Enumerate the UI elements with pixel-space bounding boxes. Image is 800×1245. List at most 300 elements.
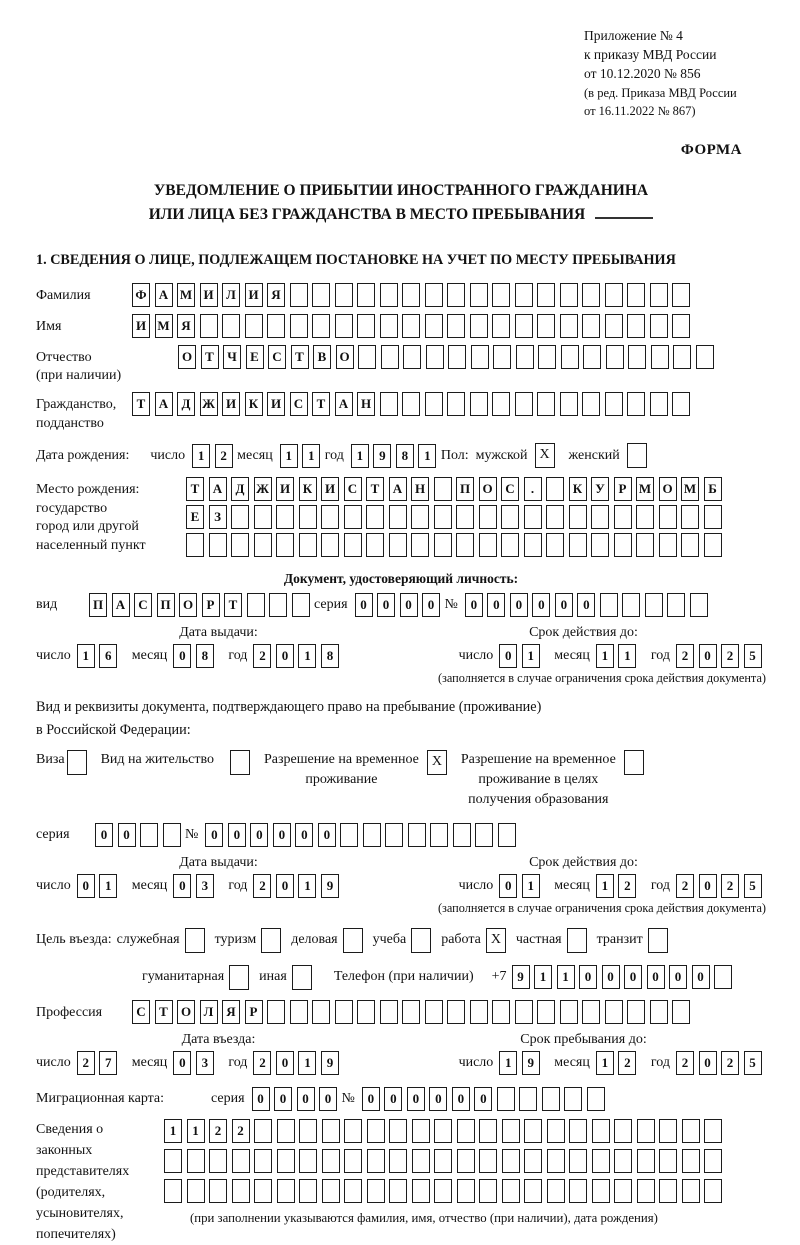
char-box[interactable]: Т <box>224 593 242 617</box>
char-box[interactable] <box>561 345 579 369</box>
purpose-private-checkbox[interactable] <box>567 928 587 953</box>
char-box[interactable] <box>186 533 204 557</box>
char-box[interactable] <box>538 345 556 369</box>
char-box[interactable] <box>434 1149 452 1173</box>
char-box[interactable] <box>292 593 310 617</box>
char-box[interactable]: 1 <box>522 644 540 668</box>
char-box[interactable] <box>335 314 353 338</box>
char-box[interactable]: 0 <box>474 1087 492 1111</box>
char-box[interactable]: А <box>335 392 353 416</box>
char-box[interactable]: 3 <box>196 1051 214 1075</box>
char-box[interactable] <box>515 392 533 416</box>
char-box[interactable]: 1 <box>280 444 298 468</box>
char-box[interactable] <box>627 392 645 416</box>
char-box[interactable] <box>389 1149 407 1173</box>
char-box[interactable]: 8 <box>396 444 414 468</box>
char-box[interactable]: Н <box>357 392 375 416</box>
char-box[interactable] <box>516 345 534 369</box>
char-box[interactable]: З <box>209 505 227 529</box>
char-box[interactable]: 6 <box>99 644 117 668</box>
char-box[interactable] <box>569 533 587 557</box>
char-box[interactable] <box>290 314 308 338</box>
char-box[interactable] <box>299 533 317 557</box>
char-box[interactable] <box>425 283 443 307</box>
char-box[interactable] <box>672 392 690 416</box>
char-box[interactable]: Р <box>614 477 632 501</box>
char-box[interactable] <box>344 1119 362 1143</box>
char-box[interactable]: М <box>681 477 699 501</box>
char-box[interactable]: П <box>456 477 474 501</box>
char-box[interactable]: 3 <box>196 874 214 898</box>
char-box[interactable] <box>187 1149 205 1173</box>
char-box[interactable] <box>163 823 181 847</box>
char-box[interactable]: О <box>479 477 497 501</box>
visa-checkbox[interactable] <box>67 750 87 775</box>
char-box[interactable] <box>430 823 448 847</box>
char-box[interactable]: 0 <box>422 593 440 617</box>
char-box[interactable] <box>267 314 285 338</box>
char-box[interactable] <box>492 314 510 338</box>
char-box[interactable]: 2 <box>676 644 694 668</box>
char-box[interactable] <box>254 533 272 557</box>
char-box[interactable] <box>340 823 358 847</box>
char-box[interactable] <box>453 823 471 847</box>
char-box[interactable] <box>637 1179 655 1203</box>
char-box[interactable] <box>560 283 578 307</box>
char-box[interactable] <box>335 1000 353 1024</box>
char-box[interactable]: 0 <box>579 965 597 989</box>
char-box[interactable] <box>627 283 645 307</box>
char-box[interactable]: 0 <box>295 823 313 847</box>
char-box[interactable] <box>501 533 519 557</box>
char-box[interactable]: И <box>200 283 218 307</box>
char-box[interactable] <box>498 823 516 847</box>
char-box[interactable] <box>276 505 294 529</box>
char-box[interactable]: 0 <box>77 874 95 898</box>
char-box[interactable]: Л <box>222 283 240 307</box>
char-box[interactable]: 0 <box>276 1051 294 1075</box>
char-box[interactable] <box>357 314 375 338</box>
char-box[interactable]: 2 <box>253 644 271 668</box>
char-box[interactable]: 0 <box>173 644 191 668</box>
char-box[interactable] <box>614 505 632 529</box>
char-box[interactable]: 0 <box>362 1087 380 1111</box>
char-box[interactable]: 1 <box>499 1051 517 1075</box>
char-box[interactable] <box>434 1119 452 1143</box>
char-box[interactable] <box>587 1087 605 1111</box>
char-box[interactable] <box>164 1149 182 1173</box>
char-box[interactable] <box>564 1087 582 1111</box>
char-box[interactable] <box>582 314 600 338</box>
char-box[interactable]: И <box>267 392 285 416</box>
char-box[interactable]: 0 <box>318 823 336 847</box>
char-box[interactable] <box>651 345 669 369</box>
char-box[interactable] <box>502 1179 520 1203</box>
char-box[interactable] <box>380 1000 398 1024</box>
char-box[interactable]: 1 <box>99 874 117 898</box>
char-box[interactable]: 0 <box>276 644 294 668</box>
char-box[interactable] <box>682 1149 700 1173</box>
char-box[interactable]: 0 <box>487 593 505 617</box>
char-box[interactable]: 0 <box>699 1051 717 1075</box>
char-box[interactable]: О <box>659 477 677 501</box>
char-box[interactable] <box>290 1000 308 1024</box>
char-box[interactable]: Е <box>246 345 264 369</box>
char-box[interactable]: Т <box>366 477 384 501</box>
char-box[interactable] <box>344 1149 362 1173</box>
char-box[interactable]: 0 <box>429 1087 447 1111</box>
char-box[interactable]: Ф <box>132 283 150 307</box>
char-box[interactable]: И <box>245 283 263 307</box>
char-box[interactable] <box>502 1119 520 1143</box>
char-box[interactable] <box>277 1149 295 1173</box>
char-box[interactable]: 0 <box>384 1087 402 1111</box>
char-box[interactable] <box>276 533 294 557</box>
char-box[interactable] <box>187 1179 205 1203</box>
char-box[interactable] <box>667 593 685 617</box>
char-box[interactable] <box>591 505 609 529</box>
char-box[interactable] <box>537 1000 555 1024</box>
char-box[interactable]: 0 <box>173 1051 191 1075</box>
char-box[interactable] <box>411 533 429 557</box>
char-box[interactable]: 2 <box>721 1051 739 1075</box>
char-box[interactable] <box>492 392 510 416</box>
char-box[interactable]: 2 <box>253 1051 271 1075</box>
char-box[interactable] <box>277 1179 295 1203</box>
char-box[interactable] <box>470 283 488 307</box>
char-box[interactable] <box>627 1000 645 1024</box>
char-box[interactable] <box>628 345 646 369</box>
char-box[interactable]: Ж <box>200 392 218 416</box>
char-box[interactable] <box>704 533 722 557</box>
char-box[interactable]: И <box>132 314 150 338</box>
char-box[interactable] <box>367 1119 385 1143</box>
char-box[interactable]: 1 <box>298 644 316 668</box>
char-box[interactable] <box>425 392 443 416</box>
char-box[interactable] <box>714 965 732 989</box>
char-box[interactable] <box>412 1119 430 1143</box>
char-box[interactable] <box>681 505 699 529</box>
char-box[interactable]: 2 <box>618 1051 636 1075</box>
char-box[interactable] <box>408 823 426 847</box>
char-box[interactable]: Т <box>186 477 204 501</box>
char-box[interactable]: 2 <box>721 874 739 898</box>
char-box[interactable] <box>614 1119 632 1143</box>
char-box[interactable]: 0 <box>465 593 483 617</box>
char-box[interactable]: 9 <box>512 965 530 989</box>
char-box[interactable]: 0 <box>95 823 113 847</box>
char-box[interactable] <box>426 345 444 369</box>
char-box[interactable]: С <box>268 345 286 369</box>
char-box[interactable]: Н <box>411 477 429 501</box>
char-box[interactable]: И <box>276 477 294 501</box>
char-box[interactable] <box>637 1149 655 1173</box>
char-box[interactable] <box>515 1000 533 1024</box>
char-box[interactable] <box>312 1000 330 1024</box>
char-box[interactable]: А <box>155 392 173 416</box>
char-box[interactable] <box>704 1179 722 1203</box>
char-box[interactable] <box>592 1179 610 1203</box>
char-box[interactable] <box>704 505 722 529</box>
char-box[interactable]: Т <box>201 345 219 369</box>
char-box[interactable] <box>367 1179 385 1203</box>
char-box[interactable] <box>389 505 407 529</box>
char-box[interactable]: 1 <box>192 444 210 468</box>
char-box[interactable] <box>524 533 542 557</box>
char-box[interactable] <box>290 283 308 307</box>
char-box[interactable]: 0 <box>273 823 291 847</box>
char-box[interactable]: С <box>344 477 362 501</box>
char-box[interactable] <box>546 477 564 501</box>
char-box[interactable] <box>357 1000 375 1024</box>
char-box[interactable] <box>479 1149 497 1173</box>
char-box[interactable] <box>322 1179 340 1203</box>
char-box[interactable] <box>627 314 645 338</box>
char-box[interactable] <box>335 283 353 307</box>
purpose-business-checkbox[interactable] <box>185 928 205 953</box>
char-box[interactable]: 0 <box>228 823 246 847</box>
char-box[interactable] <box>547 1149 565 1173</box>
char-box[interactable] <box>479 1119 497 1143</box>
char-box[interactable]: 0 <box>250 823 268 847</box>
char-box[interactable] <box>569 1119 587 1143</box>
char-box[interactable] <box>267 1000 285 1024</box>
char-box[interactable] <box>434 1179 452 1203</box>
char-box[interactable] <box>560 314 578 338</box>
char-box[interactable]: 0 <box>319 1087 337 1111</box>
char-box[interactable] <box>299 1179 317 1203</box>
char-box[interactable] <box>582 392 600 416</box>
purpose-study-checkbox[interactable] <box>411 928 431 953</box>
temp-residence-edu-checkbox[interactable] <box>624 750 644 775</box>
char-box[interactable]: 0 <box>699 644 717 668</box>
char-box[interactable]: Б <box>704 477 722 501</box>
char-box[interactable] <box>605 392 623 416</box>
char-box[interactable] <box>524 1149 542 1173</box>
char-box[interactable] <box>457 1179 475 1203</box>
char-box[interactable] <box>605 314 623 338</box>
char-box[interactable] <box>209 1179 227 1203</box>
char-box[interactable] <box>322 1119 340 1143</box>
char-box[interactable]: Е <box>186 505 204 529</box>
char-box[interactable] <box>434 477 452 501</box>
char-box[interactable]: 1 <box>187 1119 205 1143</box>
char-box[interactable] <box>299 505 317 529</box>
char-box[interactable] <box>637 1119 655 1143</box>
char-box[interactable] <box>659 1179 677 1203</box>
char-box[interactable] <box>470 392 488 416</box>
char-box[interactable]: 0 <box>602 965 620 989</box>
char-box[interactable] <box>456 533 474 557</box>
char-box[interactable]: 2 <box>209 1119 227 1143</box>
char-box[interactable] <box>344 505 362 529</box>
char-box[interactable] <box>200 314 218 338</box>
char-box[interactable]: 1 <box>351 444 369 468</box>
purpose-transit-checkbox[interactable] <box>648 928 668 953</box>
char-box[interactable] <box>321 533 339 557</box>
char-box[interactable] <box>471 345 489 369</box>
char-box[interactable]: А <box>112 593 130 617</box>
char-box[interactable] <box>560 1000 578 1024</box>
purpose-humanitarian-checkbox[interactable] <box>229 965 249 990</box>
char-box[interactable] <box>232 1149 250 1173</box>
char-box[interactable] <box>402 283 420 307</box>
char-box[interactable] <box>344 1179 362 1203</box>
char-box[interactable]: У <box>591 477 609 501</box>
char-box[interactable] <box>434 505 452 529</box>
char-box[interactable]: 2 <box>676 1051 694 1075</box>
char-box[interactable]: 1 <box>557 965 575 989</box>
char-box[interactable] <box>479 505 497 529</box>
char-box[interactable] <box>402 1000 420 1024</box>
char-box[interactable] <box>515 283 533 307</box>
char-box[interactable] <box>650 314 668 338</box>
char-box[interactable]: Я <box>177 314 195 338</box>
char-box[interactable]: Т <box>132 392 150 416</box>
char-box[interactable] <box>492 1000 510 1024</box>
char-box[interactable] <box>537 392 555 416</box>
char-box[interactable] <box>614 1149 632 1173</box>
char-box[interactable] <box>704 1149 722 1173</box>
char-box[interactable] <box>389 1119 407 1143</box>
char-box[interactable] <box>696 345 714 369</box>
char-box[interactable] <box>547 1119 565 1143</box>
char-box[interactable] <box>614 533 632 557</box>
residence-permit-checkbox[interactable] <box>230 750 250 775</box>
char-box[interactable] <box>380 314 398 338</box>
char-box[interactable] <box>673 345 691 369</box>
char-box[interactable] <box>344 533 362 557</box>
char-box[interactable]: 8 <box>196 644 214 668</box>
char-box[interactable]: П <box>89 593 107 617</box>
char-box[interactable]: 0 <box>355 593 373 617</box>
char-box[interactable] <box>681 533 699 557</box>
char-box[interactable] <box>479 1179 497 1203</box>
char-box[interactable]: Ч <box>223 345 241 369</box>
char-box[interactable]: 0 <box>274 1087 292 1111</box>
char-box[interactable]: 0 <box>407 1087 425 1111</box>
char-box[interactable]: 2 <box>232 1119 250 1143</box>
char-box[interactable]: 1 <box>534 965 552 989</box>
char-box[interactable] <box>366 505 384 529</box>
char-box[interactable]: С <box>132 1000 150 1024</box>
char-box[interactable] <box>322 1149 340 1173</box>
char-box[interactable]: К <box>299 477 317 501</box>
char-box[interactable] <box>140 823 158 847</box>
char-box[interactable] <box>672 1000 690 1024</box>
char-box[interactable] <box>232 1179 250 1203</box>
char-box[interactable] <box>402 314 420 338</box>
char-box[interactable] <box>363 823 381 847</box>
purpose-work-checkbox[interactable]: X <box>486 928 506 953</box>
char-box[interactable]: 1 <box>164 1119 182 1143</box>
char-box[interactable]: 0 <box>118 823 136 847</box>
char-box[interactable]: С <box>134 593 152 617</box>
char-box[interactable] <box>222 314 240 338</box>
char-box[interactable] <box>659 533 677 557</box>
char-box[interactable]: Д <box>177 392 195 416</box>
char-box[interactable] <box>231 533 249 557</box>
char-box[interactable]: 0 <box>173 874 191 898</box>
char-box[interactable] <box>560 392 578 416</box>
char-box[interactable]: С <box>501 477 519 501</box>
char-box[interactable] <box>254 1149 272 1173</box>
char-box[interactable]: М <box>155 314 173 338</box>
char-box[interactable]: 1 <box>596 644 614 668</box>
char-box[interactable]: 0 <box>699 874 717 898</box>
char-box[interactable]: 5 <box>744 874 762 898</box>
char-box[interactable] <box>412 1149 430 1173</box>
char-box[interactable]: 2 <box>253 874 271 898</box>
char-box[interactable]: Т <box>291 345 309 369</box>
char-box[interactable] <box>366 533 384 557</box>
char-box[interactable]: М <box>636 477 654 501</box>
char-box[interactable] <box>254 1119 272 1143</box>
char-box[interactable]: 1 <box>298 874 316 898</box>
char-box[interactable]: 0 <box>510 593 528 617</box>
char-box[interactable] <box>524 505 542 529</box>
char-box[interactable] <box>254 1179 272 1203</box>
char-box[interactable] <box>600 593 618 617</box>
char-box[interactable] <box>402 392 420 416</box>
char-box[interactable] <box>542 1087 560 1111</box>
char-box[interactable] <box>704 1119 722 1143</box>
char-box[interactable] <box>524 1179 542 1203</box>
char-box[interactable]: Я <box>267 283 285 307</box>
char-box[interactable] <box>412 1179 430 1203</box>
char-box[interactable] <box>682 1179 700 1203</box>
char-box[interactable]: 5 <box>744 644 762 668</box>
char-box[interactable] <box>582 283 600 307</box>
char-box[interactable] <box>479 533 497 557</box>
char-box[interactable]: 0 <box>205 823 223 847</box>
char-box[interactable]: 1 <box>596 1051 614 1075</box>
char-box[interactable]: 1 <box>596 874 614 898</box>
char-box[interactable] <box>546 505 564 529</box>
char-box[interactable] <box>497 1087 515 1111</box>
char-box[interactable]: О <box>179 593 197 617</box>
char-box[interactable]: 2 <box>618 874 636 898</box>
char-box[interactable] <box>582 1000 600 1024</box>
char-box[interactable] <box>277 1119 295 1143</box>
char-box[interactable] <box>614 1179 632 1203</box>
char-box[interactable] <box>636 505 654 529</box>
char-box[interactable]: 7 <box>99 1051 117 1075</box>
char-box[interactable] <box>447 1000 465 1024</box>
char-box[interactable] <box>209 1149 227 1173</box>
sex-female-checkbox[interactable] <box>627 443 647 468</box>
char-box[interactable]: П <box>157 593 175 617</box>
char-box[interactable]: 9 <box>522 1051 540 1075</box>
char-box[interactable] <box>682 1119 700 1143</box>
char-box[interactable] <box>592 1149 610 1173</box>
char-box[interactable]: И <box>222 392 240 416</box>
char-box[interactable] <box>546 533 564 557</box>
char-box[interactable]: Д <box>231 477 249 501</box>
char-box[interactable]: 0 <box>452 1087 470 1111</box>
char-box[interactable] <box>231 505 249 529</box>
char-box[interactable]: 1 <box>522 874 540 898</box>
char-box[interactable]: Р <box>245 1000 263 1024</box>
char-box[interactable] <box>367 1149 385 1173</box>
char-box[interactable] <box>403 345 421 369</box>
char-box[interactable] <box>524 1119 542 1143</box>
char-box[interactable] <box>605 1000 623 1024</box>
char-box[interactable]: А <box>155 283 173 307</box>
char-box[interactable] <box>209 533 227 557</box>
char-box[interactable] <box>447 314 465 338</box>
char-box[interactable] <box>583 345 601 369</box>
